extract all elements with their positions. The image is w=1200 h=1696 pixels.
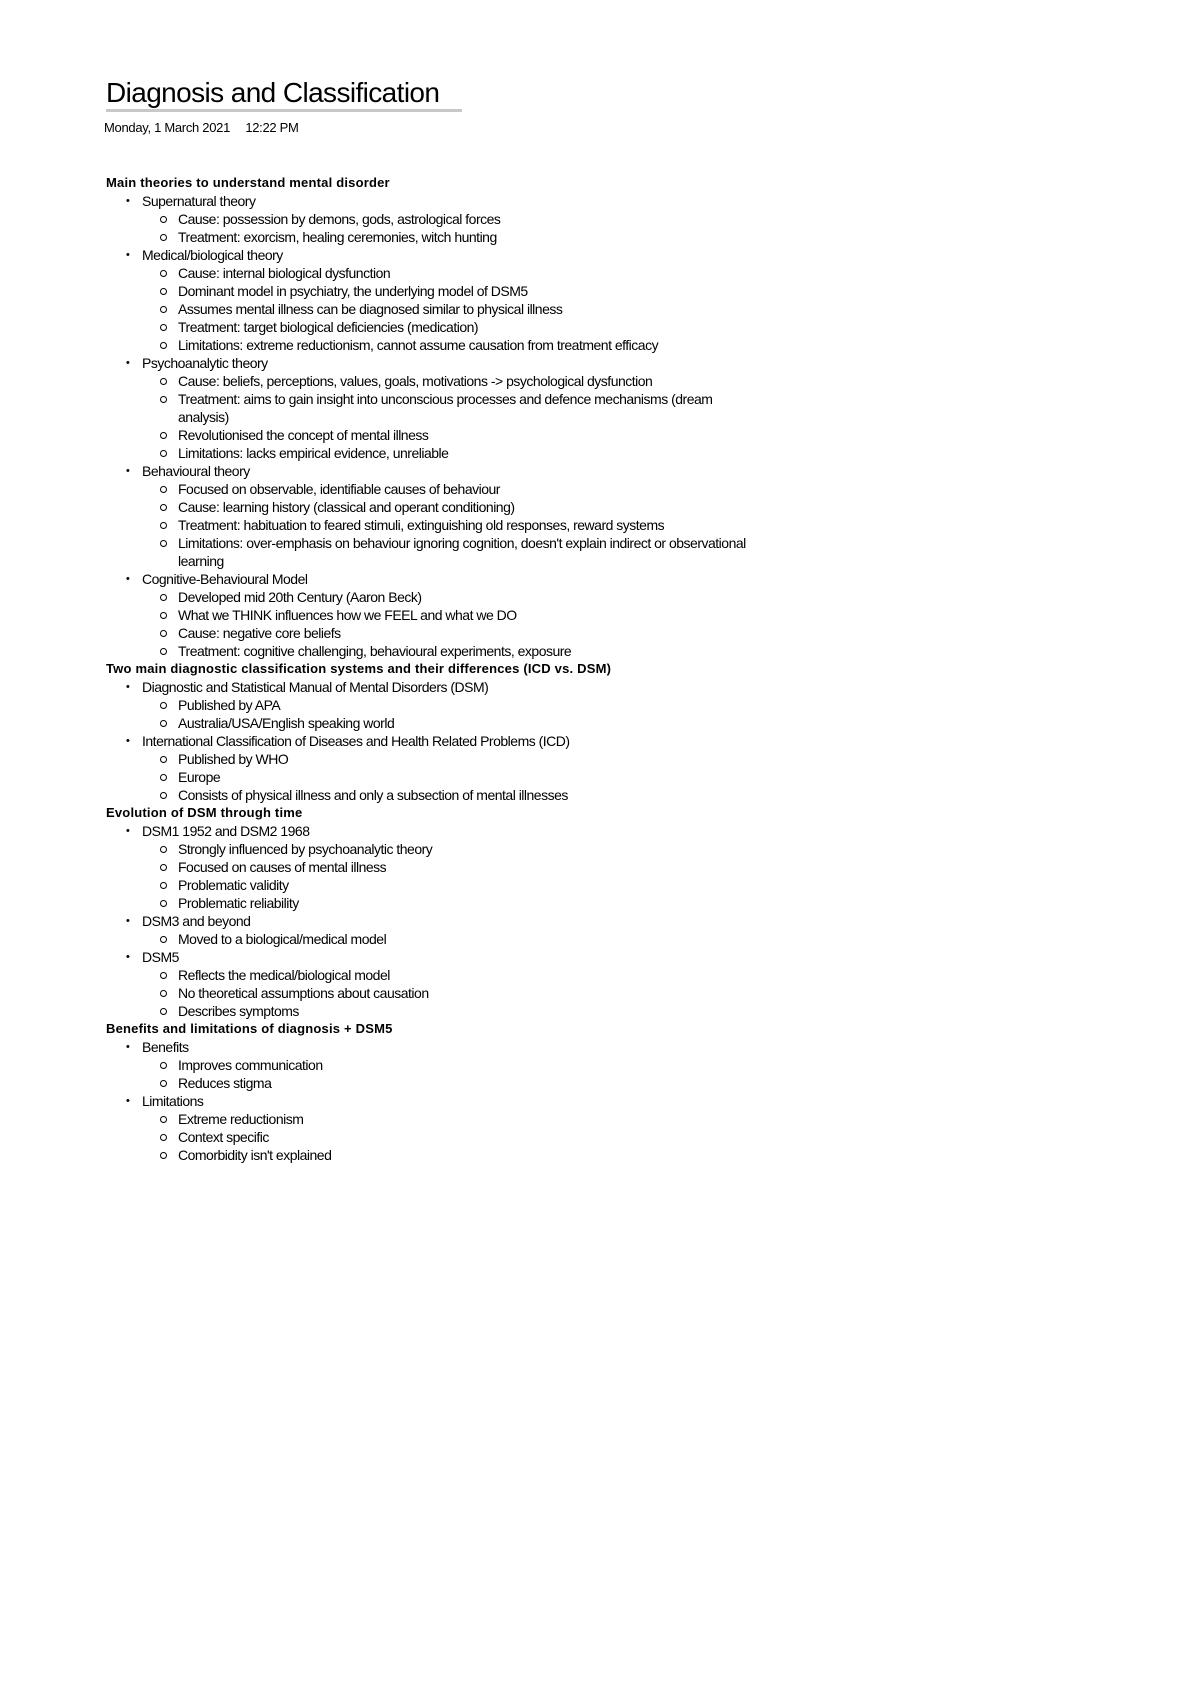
topic-label: Limitations (142, 1093, 204, 1109)
subtopic-text: Treatment: habituation to feared stimuli, extinguishing old responses, reward systems (178, 517, 665, 533)
hollow-bullet-icon (160, 972, 167, 979)
subtopic-text: Consists of physical illness and only a subsection of mental illnesses (178, 787, 568, 803)
hollow-bullet-icon (160, 1008, 167, 1015)
page-title: Diagnosis and Classification (106, 77, 440, 108)
subtopic-item (142, 282, 758, 300)
subtopic-text: Moved to a biological/medical model (178, 931, 387, 947)
subtopic-list (142, 372, 806, 462)
subtopic-list (142, 840, 806, 912)
subtopic-text: Treatment: target biological deficiencies (medication) (178, 319, 479, 335)
subtopic-text: Cause: internal biological dysfunction (178, 265, 391, 281)
subtopic-text: Treatment: exorcism, healing ceremonies, witch hunting (178, 229, 497, 245)
hollow-bullet-icon (160, 306, 167, 313)
hollow-bullet-icon (160, 594, 167, 601)
hollow-bullet-icon (160, 486, 167, 493)
section-heading: Evolution of DSM through time (106, 805, 303, 820)
topic-item (106, 1092, 806, 1164)
subtopic-text: Dominant model in psychiatry, the underlying model of DSM5 (178, 283, 528, 299)
topic-item (106, 570, 806, 660)
hollow-bullet-icon (160, 1152, 167, 1159)
bullet-icon: • (126, 1095, 130, 1107)
subtopic-text: Problematic validity (178, 877, 289, 893)
topic-item (106, 912, 806, 948)
topic-label: Diagnostic and Statistical Manual of Mental Disorders (DSM) (142, 679, 489, 695)
bullet-icon: • (126, 573, 130, 585)
bullet-icon: • (126, 249, 130, 261)
subtopic-text: Revolutionised the concept of mental illness (178, 427, 429, 443)
hollow-bullet-icon (160, 900, 167, 907)
subtopic-text: Focused on causes of mental illness (178, 859, 387, 875)
subtopic-item (142, 1056, 758, 1074)
hollow-bullet-icon (160, 522, 167, 529)
topic-label: Supernatural theory (142, 193, 256, 209)
subtopic-list (142, 210, 806, 246)
subtopic-item (142, 264, 758, 282)
topic-item (106, 192, 806, 246)
topic-label: International Classification of Diseases and Health Related Problems (ICD) (142, 733, 570, 749)
subtopic-item (142, 444, 758, 462)
hollow-bullet-icon (160, 774, 167, 781)
subtopic-item (142, 606, 758, 624)
subtopic-item (142, 300, 758, 318)
topic-item (106, 732, 806, 804)
subtopic-item (142, 858, 758, 876)
section-list (106, 192, 806, 660)
subtopic-item (142, 930, 758, 948)
hollow-bullet-icon (160, 1062, 167, 1069)
note-date: Monday, 1 March 2021 (104, 120, 230, 135)
hollow-bullet-icon (160, 1080, 167, 1087)
subtopic-item (142, 1146, 758, 1164)
hollow-bullet-icon (160, 846, 167, 853)
bullet-icon: • (126, 465, 130, 477)
hollow-bullet-icon (160, 504, 167, 511)
bullet-icon: • (126, 1041, 130, 1053)
hollow-bullet-icon (160, 324, 167, 331)
subtopic-text: Reduces stigma (178, 1075, 272, 1091)
subtopic-text: Limitations: lacks empirical evidence, unreliable (178, 445, 449, 461)
hollow-bullet-icon (160, 864, 167, 871)
hollow-bullet-icon (160, 1134, 167, 1141)
title-underline (106, 109, 462, 112)
hollow-bullet-icon (160, 288, 167, 295)
hollow-bullet-icon (160, 396, 167, 403)
topic-label: DSM5 (142, 949, 179, 965)
subtopic-item (142, 624, 758, 642)
subtopic-list (142, 480, 806, 570)
section-list (106, 678, 806, 804)
topic-label: Benefits (142, 1039, 189, 1055)
subtopic-item (142, 588, 758, 606)
subtopic-item (142, 480, 758, 498)
subtopic-item (142, 894, 758, 912)
subtopic-item (142, 786, 758, 804)
hollow-bullet-icon (160, 216, 167, 223)
subtopic-text: Published by WHO (178, 751, 289, 767)
subtopic-item (142, 966, 758, 984)
subtopic-text: Cause: learning history (classical and operant conditioning) (178, 499, 515, 515)
subtopic-item (142, 498, 758, 516)
hollow-bullet-icon (160, 270, 167, 277)
hollow-bullet-icon (160, 450, 167, 457)
subtopic-item (142, 1128, 758, 1146)
hollow-bullet-icon (160, 540, 167, 547)
topic-item (106, 678, 806, 732)
hollow-bullet-icon (160, 702, 167, 709)
topic-item (106, 822, 806, 912)
subtopic-text: Limitations: over-emphasis on behaviour ignoring cognition, doesn't explain indirect or observational learning (178, 535, 746, 569)
hollow-bullet-icon (160, 648, 167, 655)
subtopic-item (142, 1002, 758, 1020)
subtopic-item (142, 714, 758, 732)
hollow-bullet-icon (160, 630, 167, 637)
subtopic-item (142, 1074, 758, 1092)
topic-item (106, 354, 806, 462)
hollow-bullet-icon (160, 792, 167, 799)
hollow-bullet-icon (160, 234, 167, 241)
subtopic-item (142, 390, 758, 426)
section-list (106, 822, 806, 1020)
subtopic-text: Treatment: aims to gain insight into unconscious processes and defence mechanisms (dream analysis) (178, 391, 713, 425)
subtopic-list (142, 750, 806, 804)
topic-label: Cognitive-Behavioural Model (142, 571, 308, 587)
subtopic-text: Reflects the medical/biological model (178, 967, 390, 983)
subtopic-item (142, 516, 758, 534)
subtopic-text: Strongly influenced by psychoanalytic theory (178, 841, 433, 857)
subtopic-list (142, 1110, 806, 1164)
note-time: 12:22 PM (245, 120, 299, 135)
bullet-icon: • (126, 915, 130, 927)
topic-label: Behavioural theory (142, 463, 250, 479)
hollow-bullet-icon (160, 1116, 167, 1123)
subtopic-text: Assumes mental illness can be diagnosed similar to physical illness (178, 301, 563, 317)
bullet-icon: • (126, 735, 130, 747)
subtopic-item (142, 984, 758, 1002)
subtopic-item (142, 750, 758, 768)
subtopic-list (142, 1056, 806, 1092)
subtopic-list (142, 264, 806, 354)
subtopic-text: Extreme reductionism (178, 1111, 304, 1127)
subtopic-list (142, 966, 806, 1020)
subtopic-item (142, 768, 758, 786)
subtopic-text: Treatment: cognitive challenging, behavioural experiments, exposure (178, 643, 572, 659)
subtopic-text: What we THINK influences how we FEEL and what we DO (178, 607, 517, 623)
topic-item (106, 948, 806, 1020)
section-heading: Two main diagnostic classification systems and their differences (ICD vs. DSM) (106, 661, 612, 676)
section-heading: Main theories to understand mental disorder (106, 175, 390, 190)
bullet-icon: • (126, 195, 130, 207)
subtopic-text: Developed mid 20th Century (Aaron Beck) (178, 589, 422, 605)
hollow-bullet-icon (160, 432, 167, 439)
subtopic-text: Published by APA (178, 697, 281, 713)
subtopic-text: Cause: beliefs, perceptions, values, goals, motivations -> psychological dysfunction (178, 373, 653, 389)
hollow-bullet-icon (160, 882, 167, 889)
subtopic-item (142, 840, 758, 858)
subtopic-text: Focused on observable, identifiable causes of behaviour (178, 481, 500, 497)
hollow-bullet-icon (160, 612, 167, 619)
bullet-icon: • (126, 951, 130, 963)
subtopic-item (142, 534, 758, 570)
topic-item (106, 246, 806, 354)
subtopic-item (142, 696, 758, 714)
subtopic-text: Describes symptoms (178, 1003, 299, 1019)
topic-item (106, 462, 806, 570)
subtopic-item (142, 642, 758, 660)
section-heading: Benefits and limitations of diagnosis + DSM5 (106, 1021, 393, 1036)
subtopic-item (142, 210, 758, 228)
bullet-icon: • (126, 825, 130, 837)
subtopic-text: Europe (178, 769, 221, 785)
topic-label: DSM3 and beyond (142, 913, 251, 929)
note-body (106, 174, 806, 1164)
subtopic-list (142, 696, 806, 732)
topic-label: DSM1 1952 and DSM2 1968 (142, 823, 310, 839)
subtopic-text: Cause: negative core beliefs (178, 625, 341, 641)
subtopic-text: No theoretical assumptions about causation (178, 985, 429, 1001)
topic-item (106, 1038, 806, 1092)
subtopic-item (142, 426, 758, 444)
subtopic-item (142, 228, 758, 246)
topic-label: Psychoanalytic theory (142, 355, 268, 371)
subtopic-text: Cause: possession by demons, gods, astrological forces (178, 211, 501, 227)
subtopic-item (142, 336, 758, 354)
subtopic-list (142, 588, 806, 660)
hollow-bullet-icon (160, 720, 167, 727)
subtopic-item (142, 318, 758, 336)
subtopic-item (142, 1110, 758, 1128)
subtopic-text: Improves communication (178, 1057, 323, 1073)
subtopic-text: Context specific (178, 1129, 269, 1145)
hollow-bullet-icon (160, 936, 167, 943)
note-timestamp (104, 120, 299, 135)
bullet-icon: • (126, 357, 130, 369)
subtopic-list (142, 930, 806, 948)
subtopic-item (142, 372, 758, 390)
subtopic-text: Problematic reliability (178, 895, 299, 911)
hollow-bullet-icon (160, 990, 167, 997)
subtopic-text: Limitations: extreme reductionism, cannot assume causation from treatment efficacy (178, 337, 659, 353)
hollow-bullet-icon (160, 342, 167, 349)
subtopic-text: Comorbidity isn't explained (178, 1147, 332, 1163)
subtopic-item (142, 876, 758, 894)
topic-label: Medical/biological theory (142, 247, 283, 263)
section-list (106, 1038, 806, 1164)
bullet-icon: • (126, 681, 130, 693)
subtopic-text: Australia/USA/English speaking world (178, 715, 395, 731)
hollow-bullet-icon (160, 756, 167, 763)
hollow-bullet-icon (160, 378, 167, 385)
